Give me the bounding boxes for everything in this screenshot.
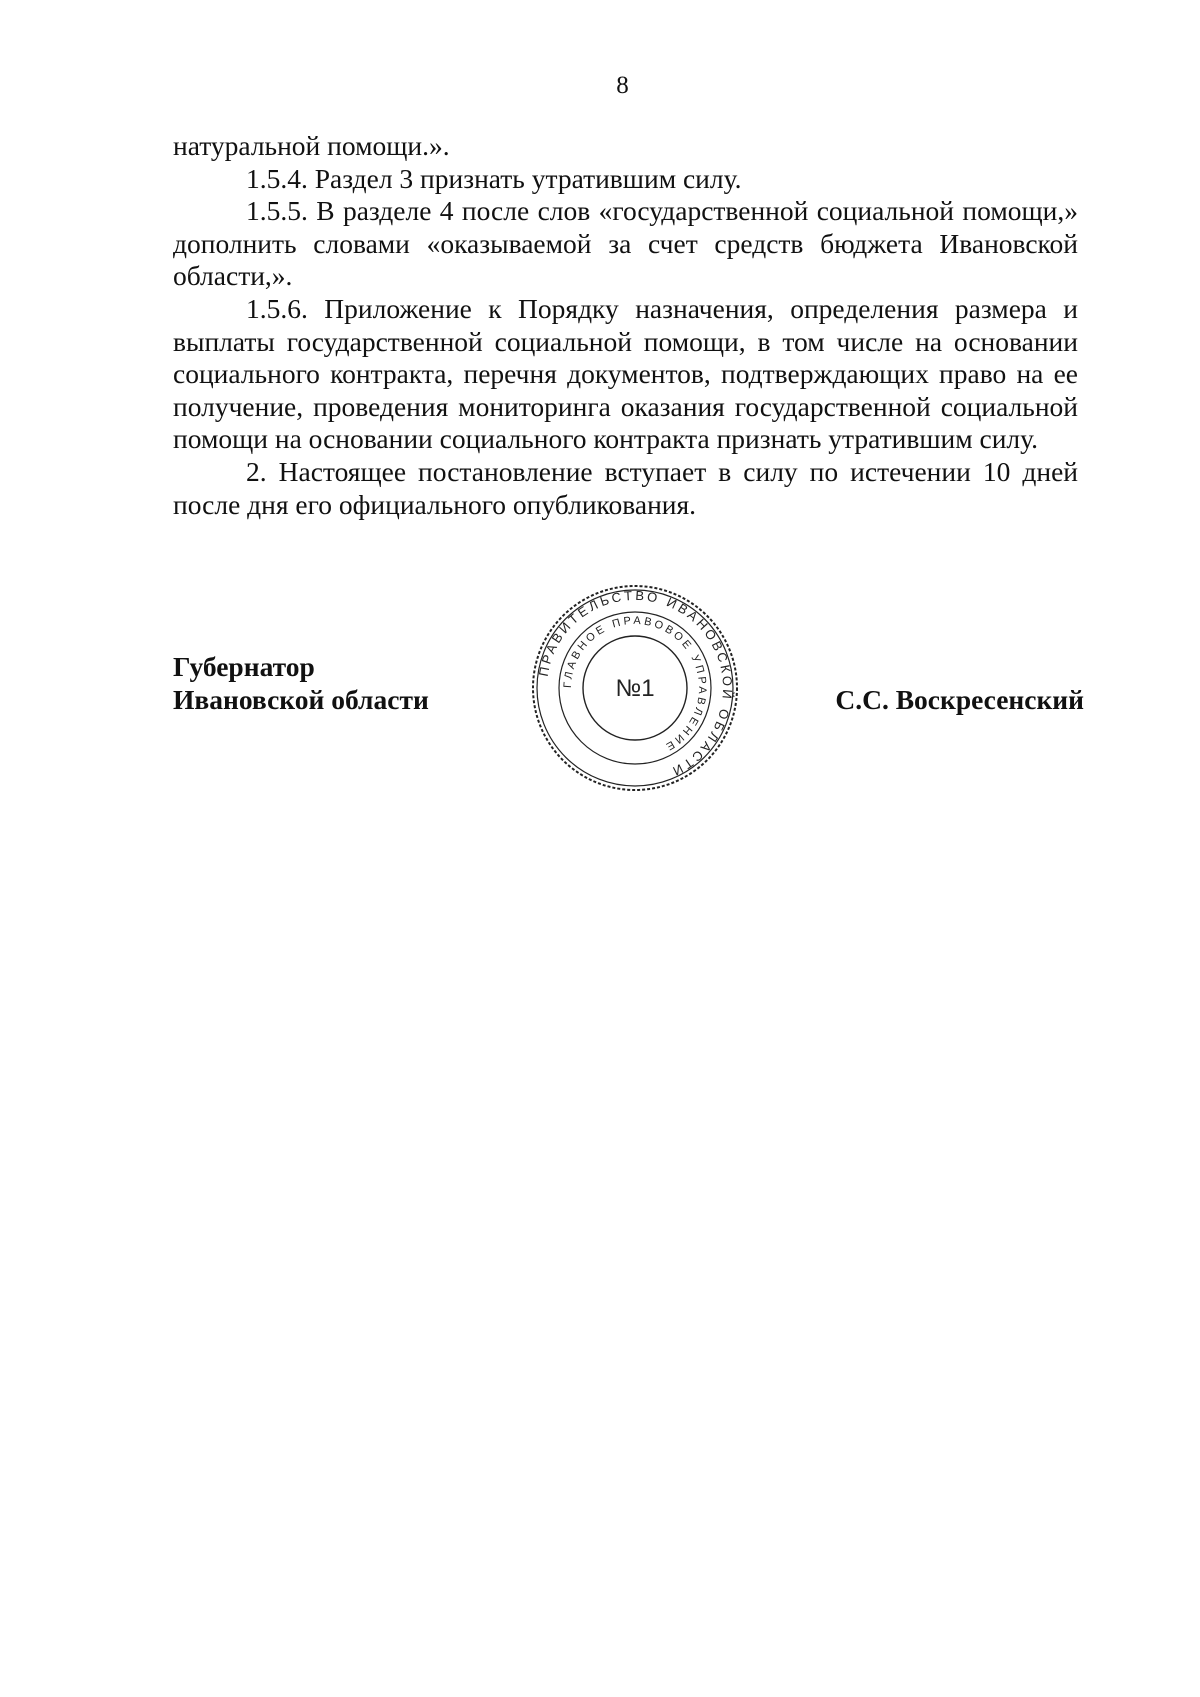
document-body bbox=[173, 130, 1078, 521]
seal-outer-text: ПРАВИТЕЛЬСТВО ИВАНОВСКОЙ ОБЛАСТИ bbox=[535, 587, 736, 781]
seal-number: №1 bbox=[615, 675, 655, 702]
page-number: 8 bbox=[616, 72, 629, 99]
position-region: Ивановской области bbox=[173, 684, 429, 715]
paragraph: 1.5.4. Раздел 3 признать утратившим силу. bbox=[246, 162, 742, 194]
position-title: Губернатор bbox=[173, 651, 315, 682]
paragraph: натуральной помощи.». bbox=[173, 130, 450, 161]
paragraph: 2. Настоящее постановление вступает в силу по истечении 10 дней после дня его официального опубликования. bbox=[173, 455, 1078, 520]
paragraph: 1.5.5. В разделе 4 после слов «государственной социальной помощи,» дополнить словами «оказываемой за счет средств бюджета Ивановской области,». bbox=[173, 195, 1078, 292]
signatory-name: С.С. Воскресенский bbox=[835, 684, 1084, 715]
seal-inner-text: ГЛАВНОЕ ПРАВОВОЕ УПРАВЛЕНИЕ bbox=[561, 614, 709, 754]
signatory-position bbox=[173, 650, 429, 716]
paragraph: 1.5.6. Приложение к Порядку назначения, определения размера и выплаты государственной социальной помощи, в том числе на основании социального контракта, перечня документов, подтверждающих право на ее получение, проведения мониторинга оказания государственной социальной помощи на основании социального контракта признать утратившим силу. bbox=[173, 292, 1078, 455]
official-seal bbox=[525, 583, 745, 793]
